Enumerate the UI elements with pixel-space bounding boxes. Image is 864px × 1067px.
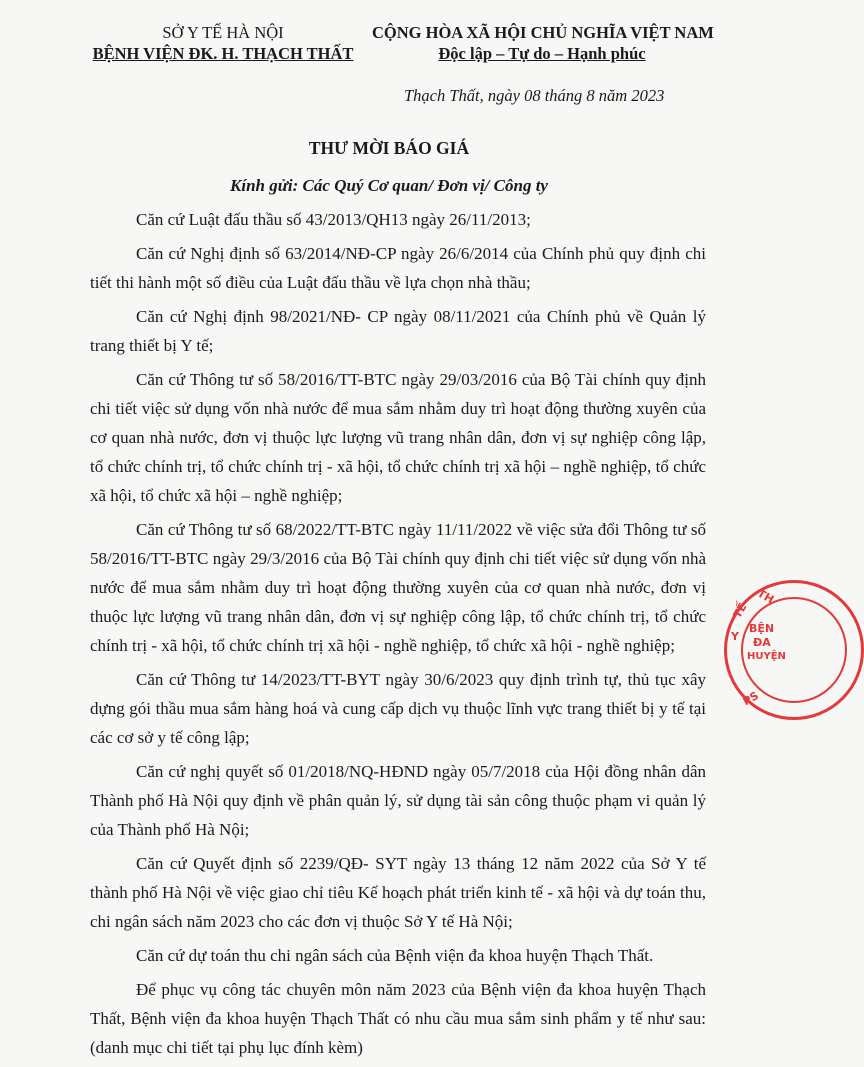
greeting: Kính gửi: Các Quý Cơ quan/ Đơn vị/ Công ty bbox=[230, 176, 548, 195]
paragraph: Căn cứ Nghị định 98/2021/NĐ- CP ngày 08/11/2021 của Chính phủ về Quản lý trang thiết bị Y tế; bbox=[90, 307, 706, 355]
seal-text: HUYỆN bbox=[747, 651, 786, 662]
paragraph: Căn cứ Thông tư 14/2023/TT-BYT ngày 30/6/2023 quy định trình tự, thủ tục xây dựng gói thầu mua sắm hàng hoá và cung cấp dịch vụ thuộc lĩnh vực trang thiết bị y tế tại các cơ sở y tế công lập; bbox=[90, 670, 706, 747]
seal-text: PS bbox=[740, 688, 761, 709]
seal-text: ĐA bbox=[753, 636, 771, 649]
paragraph: Căn cứ nghị quyết số 01/2018/NQ-HĐND ngày 05/7/2018 của Hội đồng nhân dân Thành phố Hà Nội quy định về phân quản lý, sử dụng tài sản công thuộc phạm vi quản lý của Thành phố Hà Nội; bbox=[90, 762, 706, 839]
paragraph: Căn cứ Quyết định số 2239/QĐ- SYT ngày 13 tháng 12 năm 2022 của Sở Y tế thành phố Hà Nội về việc giao chỉ tiêu Kế hoạch phát triển kinh tế - xã hội và dự toán thu, chi ngân sách năm 2023 cho các đơn vị thuộc Sở Y tế Hà Nội; bbox=[90, 854, 706, 931]
seal-text: TH bbox=[755, 586, 777, 607]
paragraph: Căn cứ Thông tư số 58/2016/TT-BTC ngày 29/03/2016 của Bộ Tài chính quy định chi tiết việc sử dụng vốn nhà nước để mua sắm nhằm duy trì hoạt động thường xuyên của cơ quan nhà nước, đơn vị thuộc lực lượng vũ trang nhân dân, đơn vị sự nghiệp công lập, tổ chức chính trị, tổ chức chính trị - xã hội, tổ chức chính trị xã hội – nghề nghiệp, tổ chức xã hội, tổ chức xã hội – nghề nghiệp; bbox=[90, 370, 706, 505]
paragraph: Căn cứ dự toán thu chi ngân sách của Bệnh viện đa khoa huyện Thạch Thất. bbox=[136, 946, 654, 965]
document-title: THƯ MỜI BÁO GIÁ bbox=[308, 138, 470, 158]
seal-text: BỆN bbox=[749, 622, 775, 635]
paragraph: Để phục vụ công tác chuyên môn năm 2023 của Bệnh viện đa khoa huyện Thạch Thất, Bệnh viện đa khoa huyện Thạch Thất có nhu cầu mua sắm sinh phẩm y tế như sau: (danh mục chi tiết tại phụ lục đính kèm) bbox=[90, 980, 706, 1057]
seal-inner-ring bbox=[741, 597, 847, 703]
paragraph: Căn cứ Luật đấu thầu số 43/2013/QH13 ngày 26/11/2013; bbox=[136, 210, 531, 229]
national-motto-block bbox=[372, 22, 712, 64]
motto: Độc lập – Tự do – Hạnh phúc bbox=[438, 44, 646, 63]
issuer-hospital: BỆNH VIỆN ĐK. H. THẠCH THẤT bbox=[92, 44, 354, 63]
official-seal-stamp bbox=[724, 580, 864, 720]
paragraph: Căn cứ Nghị định số 63/2014/NĐ-CP ngày 26/6/2014 của Chính phủ quy định chi tiết thi hành một số điều của Luật đấu thầu về lựa chọn nhà thầu; bbox=[90, 244, 706, 292]
date-line: Thạch Thất, ngày 08 tháng 8 năm 2023 bbox=[404, 86, 665, 105]
seal-text: Y bbox=[731, 630, 739, 643]
paragraph: Căn cứ Thông tư số 68/2022/TT-BTC ngày 11/11/2022 về việc sửa đổi Thông tư số 58/2016/TT-BTC ngày 29/3/2016 của Bộ Tài chính quy định chi tiết việc sử dụng vốn nhà nước để mua sắm nhằm duy trì hoạt động thường xuyên của cơ quan nhà nước, đơn vị thuộc lực lượng vũ trang nhân dân, đơn vị sự nghiệp công lập, tổ chức chính trị, tổ chức chính trị - xã hội, tổ chức chính trị xã hội - nghề nghiệp, tổ chức xã hội - nghề nghiệp; bbox=[90, 520, 706, 655]
seal-text: TẾ bbox=[730, 600, 750, 621]
country-name: CỘNG HÒA XÃ HỘI CHỦ NGHĨA VIỆT NAM bbox=[372, 23, 714, 42]
issuer-block bbox=[78, 22, 368, 64]
document-body bbox=[90, 205, 706, 1067]
issuer-department: SỞ Y TẾ HÀ NỘI bbox=[162, 23, 284, 42]
